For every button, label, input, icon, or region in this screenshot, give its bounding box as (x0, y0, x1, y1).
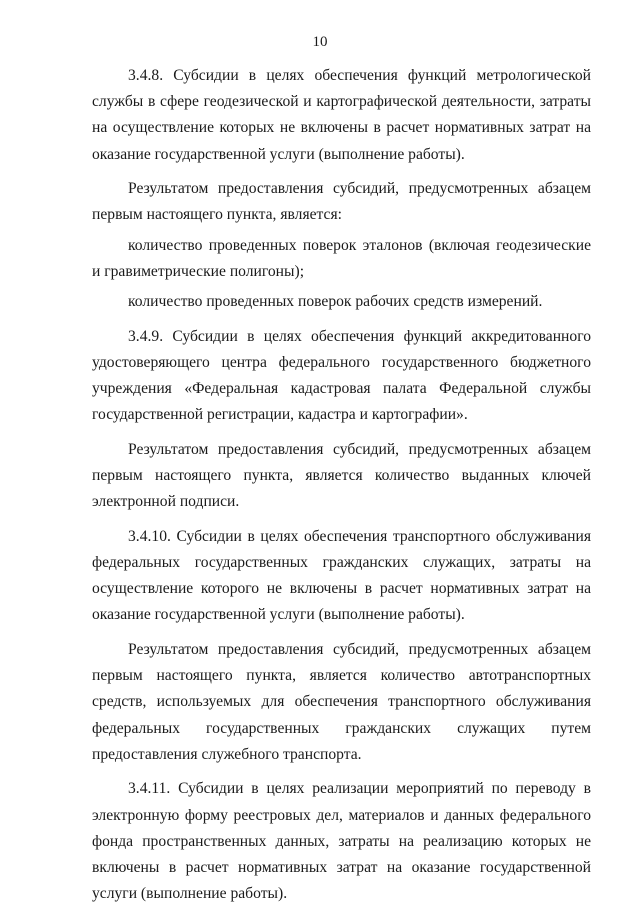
document-body (92, 63, 591, 916)
paragraph-3-4-9: 3.4.9. Субсидии в целях обеспечения функций аккредитованного удостоверяющего центра федерального государственного бюджетного учреждения «Федеральная кадастровая палата Федеральной службы государственной регистрации, кадастра и картографии». (92, 327, 591, 424)
list-item-etalon-checks: количество проведенных поверок эталонов (включая геодезические и гравиметрические полигоны); (92, 236, 591, 280)
page-number: 10 (312, 34, 328, 50)
paragraph-3-4-11: 3.4.11. Субсидии в целях реализации мероприятий по переводу в электронную форму реестровых дел, материалов и данных федерального фонда пространственных данных, затраты на реализацию которых не включены в расчет нормативных затрат на оказание государственной услуги (выполнение работы). (92, 780, 591, 903)
paragraph-3-4-10: 3.4.10. Субсидии в целях обеспечения транспортного обслуживания федеральных государственных гражданских служащих, затраты на осуществление которого не включены в расчет нормативных затрат на оказание государственной услуги (выполнение работы). (92, 527, 591, 624)
paragraph-result-3-4-10: Результатом предоставления субсидий, предусмотренных абзацем первым настоящего пункта, является количество автотранспортных средств, используемых для обеспечения транспортного обслуживания федеральных государственных гражданских служащих путем предоставления служебного транспорта. (92, 641, 591, 763)
paragraph-result-3-4-8: Результатом предоставления субсидий, предусмотренных абзацем первым настоящего пункта, является: (92, 180, 591, 224)
list-item-working-instruments: количество проведенных поверок рабочих средств измерений. (128, 293, 543, 311)
paragraph-result-3-4-9: Результатом предоставления субсидий, предусмотренных абзацем первым настоящего пункта, является количество выданных ключей электронной подписи. (92, 440, 591, 511)
paragraph-3-4-8: 3.4.8. Субсидии в целях обеспечения функций метрологической службы в сфере геодезической и картографической деятельности, затраты на осуществление которых не включены в расчет нормативных затрат на оказание государственной услуги (выполнение работы). (92, 67, 591, 163)
